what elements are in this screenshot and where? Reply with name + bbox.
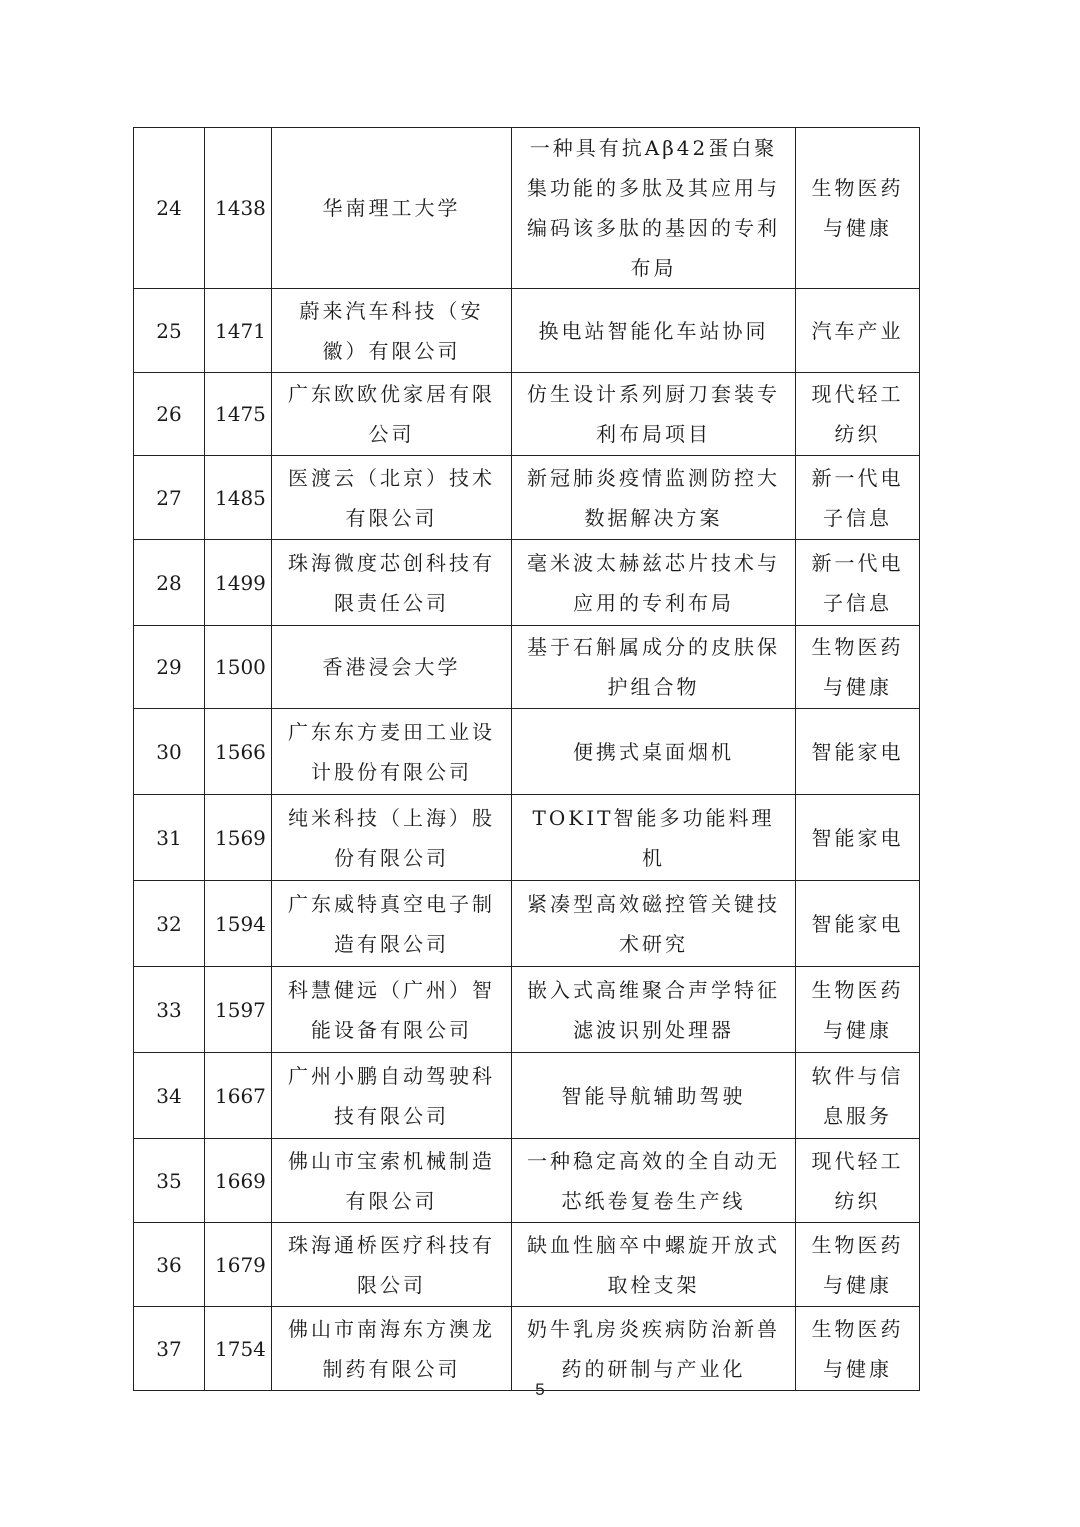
organization-cell: 广东欧欧优家居有限公司 <box>272 373 512 456</box>
project-name-cell: 一种稳定高效的全自动无芯纸卷复卷生产线 <box>512 1139 796 1223</box>
table-row <box>134 289 920 373</box>
project-code-cell: 1667 <box>205 1053 272 1139</box>
table-row <box>134 1139 920 1223</box>
row-number-cell: 26 <box>134 373 205 456</box>
organization-cell: 佛山市宝索机械制造有限公司 <box>272 1139 512 1223</box>
project-name-cell: 仿生设计系列厨刀套装专利布局项目 <box>512 373 796 456</box>
project-name-cell: 嵌入式高维聚合声学特征滤波识别处理器 <box>512 967 796 1053</box>
table-row <box>134 795 920 881</box>
project-code-cell: 1500 <box>205 626 272 709</box>
industry-field-cell: 智能家电 <box>796 709 920 795</box>
industry-field-cell: 现代轻工纺织 <box>796 373 920 456</box>
row-number-cell: 24 <box>134 128 205 289</box>
organization-cell: 佛山市南海东方澳龙制药有限公司 <box>272 1307 512 1391</box>
project-code-cell: 1754 <box>205 1307 272 1391</box>
industry-field-cell: 新一代电子信息 <box>796 540 920 626</box>
row-number-cell: 35 <box>134 1139 205 1223</box>
organization-cell: 医渡云（北京）技术有限公司 <box>272 456 512 540</box>
project-name-cell: 智能导航辅助驾驶 <box>512 1053 796 1139</box>
row-number-cell: 34 <box>134 1053 205 1139</box>
row-number-cell: 33 <box>134 967 205 1053</box>
organization-cell: 广东东方麦田工业设计股份有限公司 <box>272 709 512 795</box>
project-code-cell: 1597 <box>205 967 272 1053</box>
row-number-cell: 36 <box>134 1223 205 1307</box>
organization-cell: 广东威特真空电子制造有限公司 <box>272 881 512 967</box>
organization-cell: 华南理工大学 <box>272 128 512 289</box>
table-row <box>134 1307 920 1391</box>
table-row <box>134 456 920 540</box>
organization-cell: 广州小鹏自动驾驶科技有限公司 <box>272 1053 512 1139</box>
project-code-cell: 1438 <box>205 128 272 289</box>
project-code-cell: 1566 <box>205 709 272 795</box>
table-row <box>134 967 920 1053</box>
industry-field-cell: 生物医药与健康 <box>796 1307 920 1391</box>
industry-field-cell: 现代轻工纺织 <box>796 1139 920 1223</box>
table-row <box>134 626 920 709</box>
table-row <box>134 881 920 967</box>
organization-cell: 香港浸会大学 <box>272 626 512 709</box>
project-code-cell: 1499 <box>205 540 272 626</box>
project-code-cell: 1485 <box>205 456 272 540</box>
organization-cell: 珠海微度芯创科技有限责任公司 <box>272 540 512 626</box>
project-name-cell: 便携式桌面烟机 <box>512 709 796 795</box>
industry-field-cell: 智能家电 <box>796 795 920 881</box>
table-row <box>134 1053 920 1139</box>
table-row <box>134 540 920 626</box>
project-name-cell: TOKIT智能多功能料理机 <box>512 795 796 881</box>
organization-cell: 纯米科技（上海）股份有限公司 <box>272 795 512 881</box>
row-number-cell: 29 <box>134 626 205 709</box>
row-number-cell: 32 <box>134 881 205 967</box>
project-name-cell: 一种具有抗Aβ42蛋白聚集功能的多肽及其应用与编码该多肽的基因的专利布局 <box>512 128 796 289</box>
project-name-cell: 基于石斛属成分的皮肤保护组合物 <box>512 626 796 709</box>
industry-field-cell: 软件与信息服务 <box>796 1053 920 1139</box>
table-row <box>134 1223 920 1307</box>
project-name-cell: 换电站智能化车站协同 <box>512 289 796 373</box>
project-name-cell: 新冠肺炎疫情监测防控大数据解决方案 <box>512 456 796 540</box>
industry-field-cell: 生物医药与健康 <box>796 967 920 1053</box>
row-number-cell: 25 <box>134 289 205 373</box>
organization-cell: 珠海通桥医疗科技有限公司 <box>272 1223 512 1307</box>
project-name-cell: 奶牛乳房炎疾病防治新兽药的研制与产业化 <box>512 1307 796 1391</box>
project-name-cell: 毫米波太赫兹芯片技术与应用的专利布局 <box>512 540 796 626</box>
table-row <box>134 373 920 456</box>
row-number-cell: 27 <box>134 456 205 540</box>
project-name-cell: 缺血性脑卒中螺旋开放式取栓支架 <box>512 1223 796 1307</box>
industry-field-cell: 汽车产业 <box>796 289 920 373</box>
table-row <box>134 709 920 795</box>
organization-cell: 蔚来汽车科技（安徽）有限公司 <box>272 289 512 373</box>
industry-field-cell: 生物医药与健康 <box>796 128 920 289</box>
industry-field-cell: 生物医药与健康 <box>796 626 920 709</box>
organization-cell: 科慧健远（广州）智能设备有限公司 <box>272 967 512 1053</box>
industry-field-cell: 新一代电子信息 <box>796 456 920 540</box>
project-name-cell: 紧凑型高效磁控管关键技术研究 <box>512 881 796 967</box>
table-row <box>134 128 920 289</box>
project-code-cell: 1569 <box>205 795 272 881</box>
project-code-cell: 1475 <box>205 373 272 456</box>
project-code-cell: 1669 <box>205 1139 272 1223</box>
row-number-cell: 30 <box>134 709 205 795</box>
industry-field-cell: 智能家电 <box>796 881 920 967</box>
industry-field-cell: 生物医药与健康 <box>796 1223 920 1307</box>
row-number-cell: 31 <box>134 795 205 881</box>
row-number-cell: 37 <box>134 1307 205 1391</box>
page-number: 5 <box>535 1380 545 1399</box>
project-code-cell: 1594 <box>205 881 272 967</box>
project-code-cell: 1679 <box>205 1223 272 1307</box>
project-table <box>133 127 920 1391</box>
row-number-cell: 28 <box>134 540 205 626</box>
project-code-cell: 1471 <box>205 289 272 373</box>
